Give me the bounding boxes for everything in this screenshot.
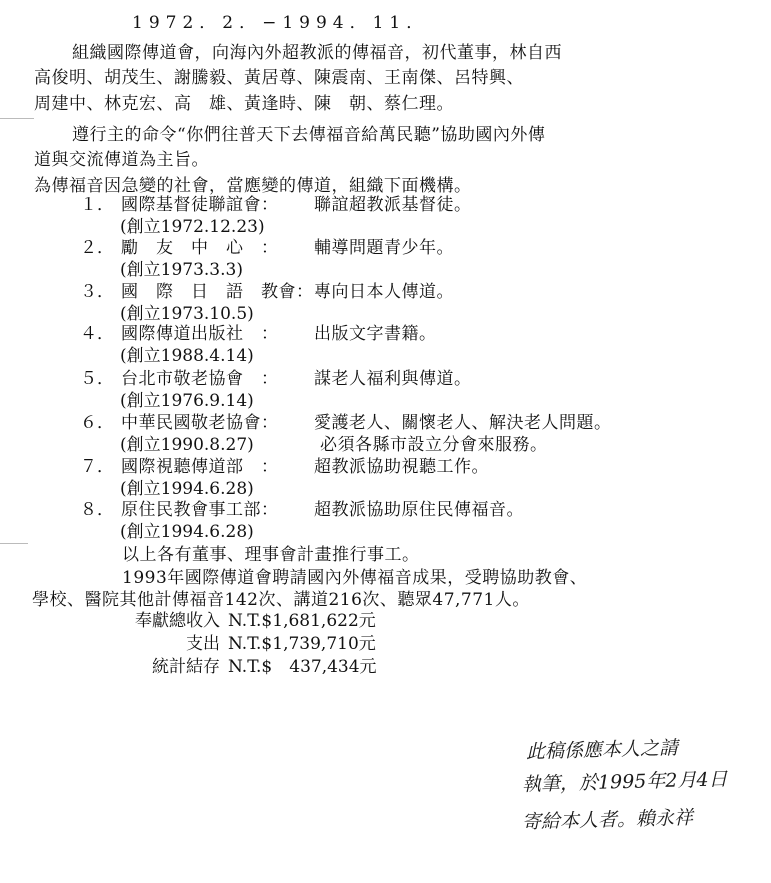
item-founded-date: (創立1988.4.14) <box>120 346 254 366</box>
scan-mark-left-1 <box>0 118 34 119</box>
item-number: ６． <box>80 413 114 433</box>
item-name: 台北市敬老協會 ： <box>121 369 279 389</box>
closing-line-1: 以上各有董事、理事會計畫推行事工。 <box>122 545 420 565</box>
expense-label: 支出 <box>186 634 220 654</box>
item-number: ２． <box>80 238 114 258</box>
item-description-continued: 必須各縣市設立分會來服務。 <box>320 435 548 455</box>
item-name: 國際傳道出版社 ： <box>121 324 279 344</box>
item-description: 聯誼超教派基督徒。 <box>314 195 472 215</box>
item-founded-date: (創立1994.6.28) <box>120 479 254 499</box>
item-founded-date: (創立1994.6.28) <box>120 522 254 542</box>
item-description: 超教派協助視聽工作。 <box>314 457 489 477</box>
item-description: 愛護老人、關懷老人、解決老人問題。 <box>314 413 612 433</box>
handwritten-line-3: 寄給本人者。賴永祥 <box>521 806 694 834</box>
item-description: 超教派協助原住民傳福音。 <box>314 500 524 520</box>
item-founded-date: (創立1973.3.3) <box>120 260 243 280</box>
expense-value: N.T.$1,739,710元 <box>228 634 376 654</box>
item-name: 勵 友 中 心 ： <box>121 238 279 258</box>
closing-line-3: 學校、醫院其他計傳福音142次、講道216次、聽眾47,771人。 <box>32 590 530 610</box>
item-number: ７． <box>80 457 114 477</box>
item-name: 國際視聽傳道部 ： <box>121 457 279 477</box>
intro-line-2: 高俊明、胡茂生、謝騰毅、黃居尊、陳震南、王南傑、呂特興、 <box>34 68 524 88</box>
closing-line-2: 1993年國際傳道會聘請國內外傳福音成果，受聘協助教會、 <box>122 568 588 588</box>
intro-line-6: 為傳福音因急變的社會，當應變的傳道，組織下面機構。 <box>34 176 472 196</box>
item-number: ８． <box>80 500 114 520</box>
item-number: ４． <box>80 324 114 344</box>
item-name: 原住民教會事工部： <box>121 500 279 520</box>
scan-mark-left-2 <box>0 543 28 544</box>
item-number: ５． <box>80 369 114 389</box>
item-description: 謀老人福利與傳道。 <box>314 369 472 389</box>
handwritten-line-1: 此稿係應本人之請 <box>525 737 679 763</box>
item-number: ３． <box>80 282 114 302</box>
intro-line-3: 周建中、林克宏、高 雄、黃逢時、陳 朝、蔡仁理。 <box>34 94 454 114</box>
item-founded-date: (創立1976.9.14) <box>120 391 254 411</box>
handwritten-line-2: 執筆，於1995年2月4日 <box>521 768 728 796</box>
item-founded-date: (創立1973.10.5) <box>120 304 254 324</box>
income-label: 奉獻總收入 <box>135 611 220 631</box>
item-name: 中華民國敬老協會： <box>121 413 279 433</box>
heading-dates: 1972．2．−1994．11． <box>132 13 430 33</box>
item-founded-date: (創立1972.12.23) <box>120 217 265 237</box>
item-founded-date: (創立1990.8.27) <box>120 435 254 455</box>
item-number: １． <box>80 195 114 215</box>
item-description: 輔導問題青少年。 <box>314 238 454 258</box>
income-value: N.T.$1,681,622元 <box>228 611 376 631</box>
intro-line-1: 組織國際傳道會，向海內外超教派的傳福音，初代董事，林自西 <box>72 43 562 63</box>
intro-line-5: 道與交流傳道為主旨。 <box>34 150 209 170</box>
balance-value: N.T.$ 437,434元 <box>228 657 377 677</box>
item-description: 專向日本人傳道。 <box>314 282 454 302</box>
balance-label: 統計結存 <box>152 657 220 677</box>
item-name: 國際基督徒聯誼會： <box>121 195 279 215</box>
item-name: 國 際 日 語 教會： <box>121 282 314 302</box>
item-description: 出版文字書籍。 <box>314 324 437 344</box>
intro-line-4: 遵行主的命令“你們往普天下去傳福音給萬民聽”協助國內外傳 <box>72 125 546 145</box>
